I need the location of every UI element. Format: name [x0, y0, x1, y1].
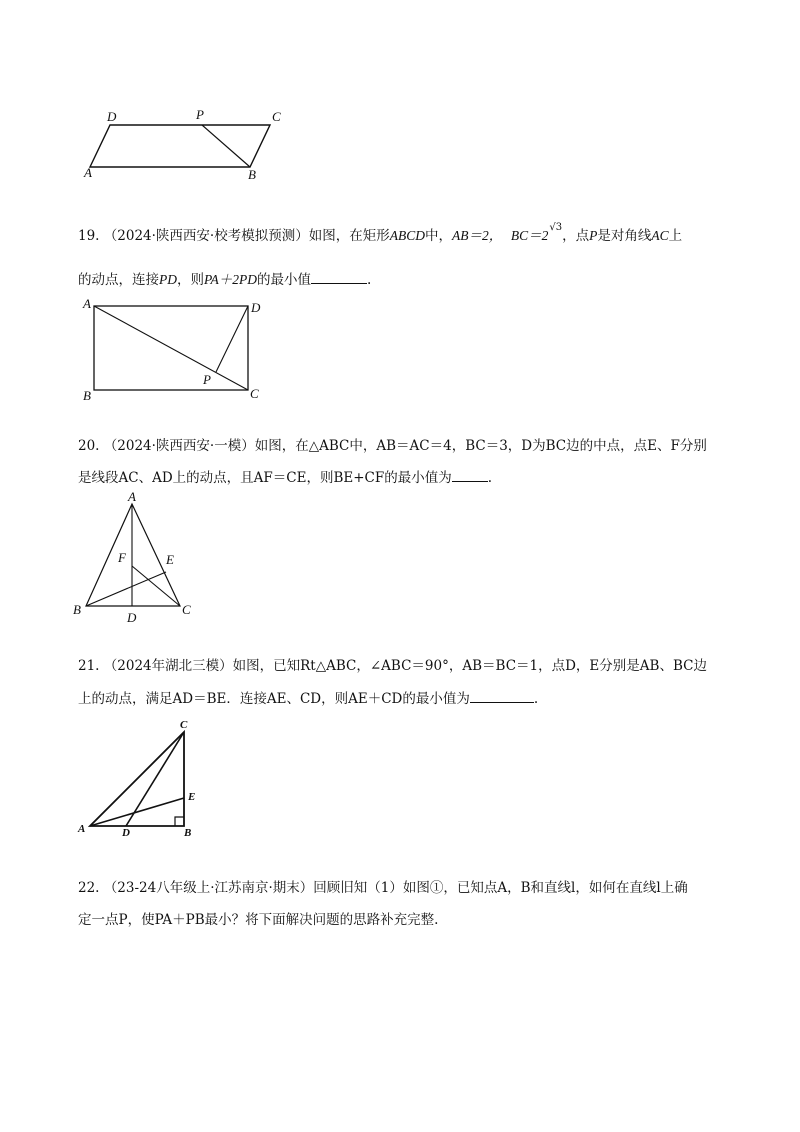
q20-period: .	[487, 470, 493, 486]
vertex-label-b: B	[248, 167, 256, 182]
q19-p: P	[589, 228, 598, 243]
vertex-label-c: C	[182, 602, 191, 617]
q19-expression: PA＋2PD	[204, 272, 257, 287]
q20-text: 是线段AC、AD上的动点，且AF＝CE，则BE+CF的最小值为	[78, 470, 452, 486]
q21-answer-blank[interactable]	[470, 690, 534, 703]
vertex-label-d: D	[251, 300, 261, 315]
q22-line2	[78, 908, 438, 928]
figure-parallelogram	[80, 105, 300, 185]
point-label-f: F	[118, 550, 126, 565]
q19-period: .	[367, 272, 372, 288]
q20-text: 如图，在△ABC中，AB＝AC＝4，BC＝3，D为BC边的中点，点E、F分别	[254, 438, 707, 454]
q21-period: .	[533, 691, 539, 707]
vertex-label-a: A	[83, 296, 91, 311]
figure-isosceles-triangle	[70, 490, 210, 626]
q20-source: （2024·陕西西安·一模）	[103, 438, 255, 454]
vertex-label-c: C	[272, 109, 281, 124]
point-label-e: E	[166, 552, 174, 567]
q21-line1	[78, 654, 707, 674]
q22-number: 22.	[78, 880, 100, 896]
q19-bc: BC＝2	[510, 228, 549, 243]
vertex-label-b: B	[73, 602, 81, 617]
q20-line2	[78, 466, 492, 486]
q19-source: （2024·陕西西安·校考模拟预测）	[103, 228, 309, 244]
q19-line1	[78, 224, 682, 244]
vertex-label-p: P	[196, 107, 204, 122]
q21-source: （2024年湖北三模）	[103, 658, 233, 674]
point-label-e: E	[188, 791, 196, 803]
q19-text: ，则	[177, 272, 204, 288]
vertex-label-b: B	[83, 388, 91, 403]
q20-answer-blank[interactable]	[452, 469, 488, 482]
q19-text: 的最小值	[257, 272, 311, 288]
q19-number: 19.	[78, 228, 100, 244]
vertex-label-c: C	[250, 386, 259, 401]
point-label-d: D	[127, 610, 137, 625]
figure-rectangle	[80, 296, 270, 406]
q19-line2	[78, 268, 371, 288]
q21-text: 如图，已知Rt△ABC，∠ABC＝90°，AB＝BC＝1，点D，E分别是AB、BC边	[232, 658, 707, 674]
q19-sqrt3: √3	[549, 222, 563, 233]
q21-text: 上的动点，满足AD＝BE．连接AE、CD，则AE＋CD的最小值为	[78, 691, 470, 707]
q19-text: 的动点，连接	[78, 272, 159, 288]
vertex-label-a: A	[128, 489, 136, 504]
vertex-label-b: B	[184, 827, 192, 839]
figure-right-triangle	[74, 718, 214, 842]
q19-text: 是对角线	[597, 228, 652, 244]
q22-text: 回顾旧知（1）如图①，已知点A，B和直线l，如何在直线l上确	[313, 880, 688, 896]
q19-text: 中，	[424, 228, 452, 244]
point-label-p: P	[203, 372, 211, 387]
q22-source: （23-24八年级上·江苏南京·期末）	[103, 880, 314, 896]
q19-text: ，点	[562, 228, 590, 244]
q19-ab: AB＝2，	[451, 228, 503, 243]
q19-ac: AC	[651, 228, 669, 243]
q20-number: 20.	[78, 438, 100, 454]
q22-text: 定一点P，使PA＋PB最小？将下面解决问题的思路补充完整.	[78, 912, 439, 928]
vertex-label-d: D	[107, 109, 117, 124]
q19-text: 上	[668, 228, 683, 244]
q19-abcd: ABCD	[389, 228, 425, 243]
q19-answer-blank[interactable]	[311, 271, 367, 284]
vertex-label-a: A	[84, 165, 92, 180]
vertex-label-c: C	[180, 719, 188, 731]
q19-pd: PD	[159, 272, 177, 287]
q19-text: 如图，在矩形	[308, 228, 390, 244]
q21-line2	[78, 687, 538, 707]
q20-line1	[78, 434, 707, 454]
vertex-label-a: A	[78, 823, 86, 835]
point-label-d: D	[122, 827, 130, 839]
q21-number: 21.	[78, 658, 100, 674]
q22-line1	[78, 876, 688, 896]
